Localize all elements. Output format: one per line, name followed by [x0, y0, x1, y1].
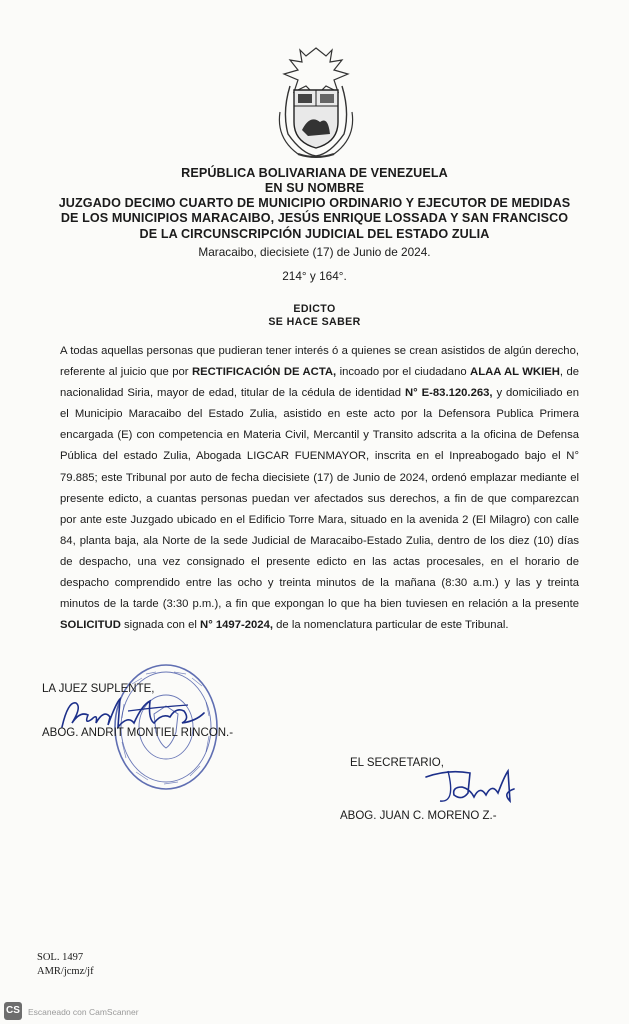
place-date: Maracaibo, diecisiete (17) de Junio de 2024.: [198, 245, 431, 259]
secretary-name: ABOG. JUAN C. MORENO Z.-: [340, 810, 497, 822]
body-text-3: , de nacionalidad Siria, mayor de edad, titular de la cédula de identidad: [60, 366, 580, 400]
body-bold-case-type: RECTIFICACIÓN DE ACTA,: [191, 366, 337, 379]
body-bold-id: N° E-83.120.263,: [405, 387, 493, 400]
body-bold-solicitud: SOLICITUD: [60, 619, 121, 632]
judge-name: ABOG. ANDRIT MONTIEL RINCON.-: [42, 727, 234, 739]
initials-reference: AMR/jcmz/jf: [37, 966, 94, 977]
camscanner-watermark: Escaneado con CamScanner: [28, 1007, 139, 1017]
secretary-title: EL SECRETARIO,: [350, 757, 444, 769]
edicto-title: EDICTO: [293, 303, 336, 315]
header-republic: REPÚBLICA BOLIVARIANA DE VENEZUELA: [181, 166, 448, 180]
body-bold-citizen: ALAA AL WKIEH: [470, 366, 560, 379]
body-text-5: signada con el: [120, 619, 201, 632]
body-text-4: y domiciliado en el Municipio Maracaibo del Estado Zulia, asistido en este acto por la Defensora Publica Primera encargada (E) con competencia en Materia Civil, Mercantil y Transito adscrita a la oficina de Defensa Pública del estado Zulia, Abogada LIGCAR FUENMAYOR, inscrita en el Inpreabogado bajo el N° 79.885; este Tribunal por auto de fecha diecisiete (17) de Junio de 2024, ordenó emplazar mediante el presente edicto, a cuantas personas puedan ver afectados sus derechos, a fin de que comparezcan por ante este Juzgado ubicado en el Edificio Torre Mara, situado en la avenida 2 (El Milagro) con calle 84, planta baja, ala Norte de la sede Judicial de Maracaibo-Estado Zulia, dentro de los diez (10) días de despacho, una vez consignado el presente edicto en las actas procesales, en el horario de despacho comprendido entre las ocho y treinta minutos de la mañana (8:30 a.m.) y las y treinta minutos de la tarde (3:30 p.m.), a fin que expongan lo que ha bien tuviesen en relación a la presente: [60, 387, 579, 611]
secretary-signature: [418, 763, 518, 807]
solicitud-reference: SOL. 1497: [37, 952, 84, 963]
header-court-name: JUZGADO DECIMO CUARTO DE MUNICIPIO ORDINARIO Y EJECUTOR DE MEDIDAS: [58, 196, 571, 210]
coat-of-arms-icon: [268, 42, 364, 162]
body-bold-number: N° 1497-2024,: [200, 619, 274, 632]
header-circumscription: DE LA CIRCUNSCRIPCIÓN JUDICIAL DEL ESTADO ZULIA: [139, 227, 490, 241]
years-reference: 214° y 164°.: [282, 269, 347, 283]
body-text-1: A todas aquellas personas que pudieran tener interés ó a quienes se crean asistidos de algún derecho, referente al juicio que por: [60, 345, 579, 379]
se-hace-saber-title: SE HACE SABER: [268, 316, 361, 328]
body-text-6: de la nomenclatura particular de este Tribunal.: [273, 619, 509, 632]
camscanner-logo-icon: CS: [4, 1002, 22, 1020]
edict-body: [60, 341, 579, 636]
header-en-su-nombre: EN SU NOMBRE: [264, 181, 365, 195]
header-municipalities: DE LOS MUNICIPIOS MARACAIBO, JESÚS ENRIQUE LOSSADA Y SAN FRANCISCO: [60, 211, 569, 225]
body-text-2: incoado por el ciudadano: [336, 366, 471, 379]
judge-title: LA JUEZ SUPLENTE,: [42, 683, 155, 695]
